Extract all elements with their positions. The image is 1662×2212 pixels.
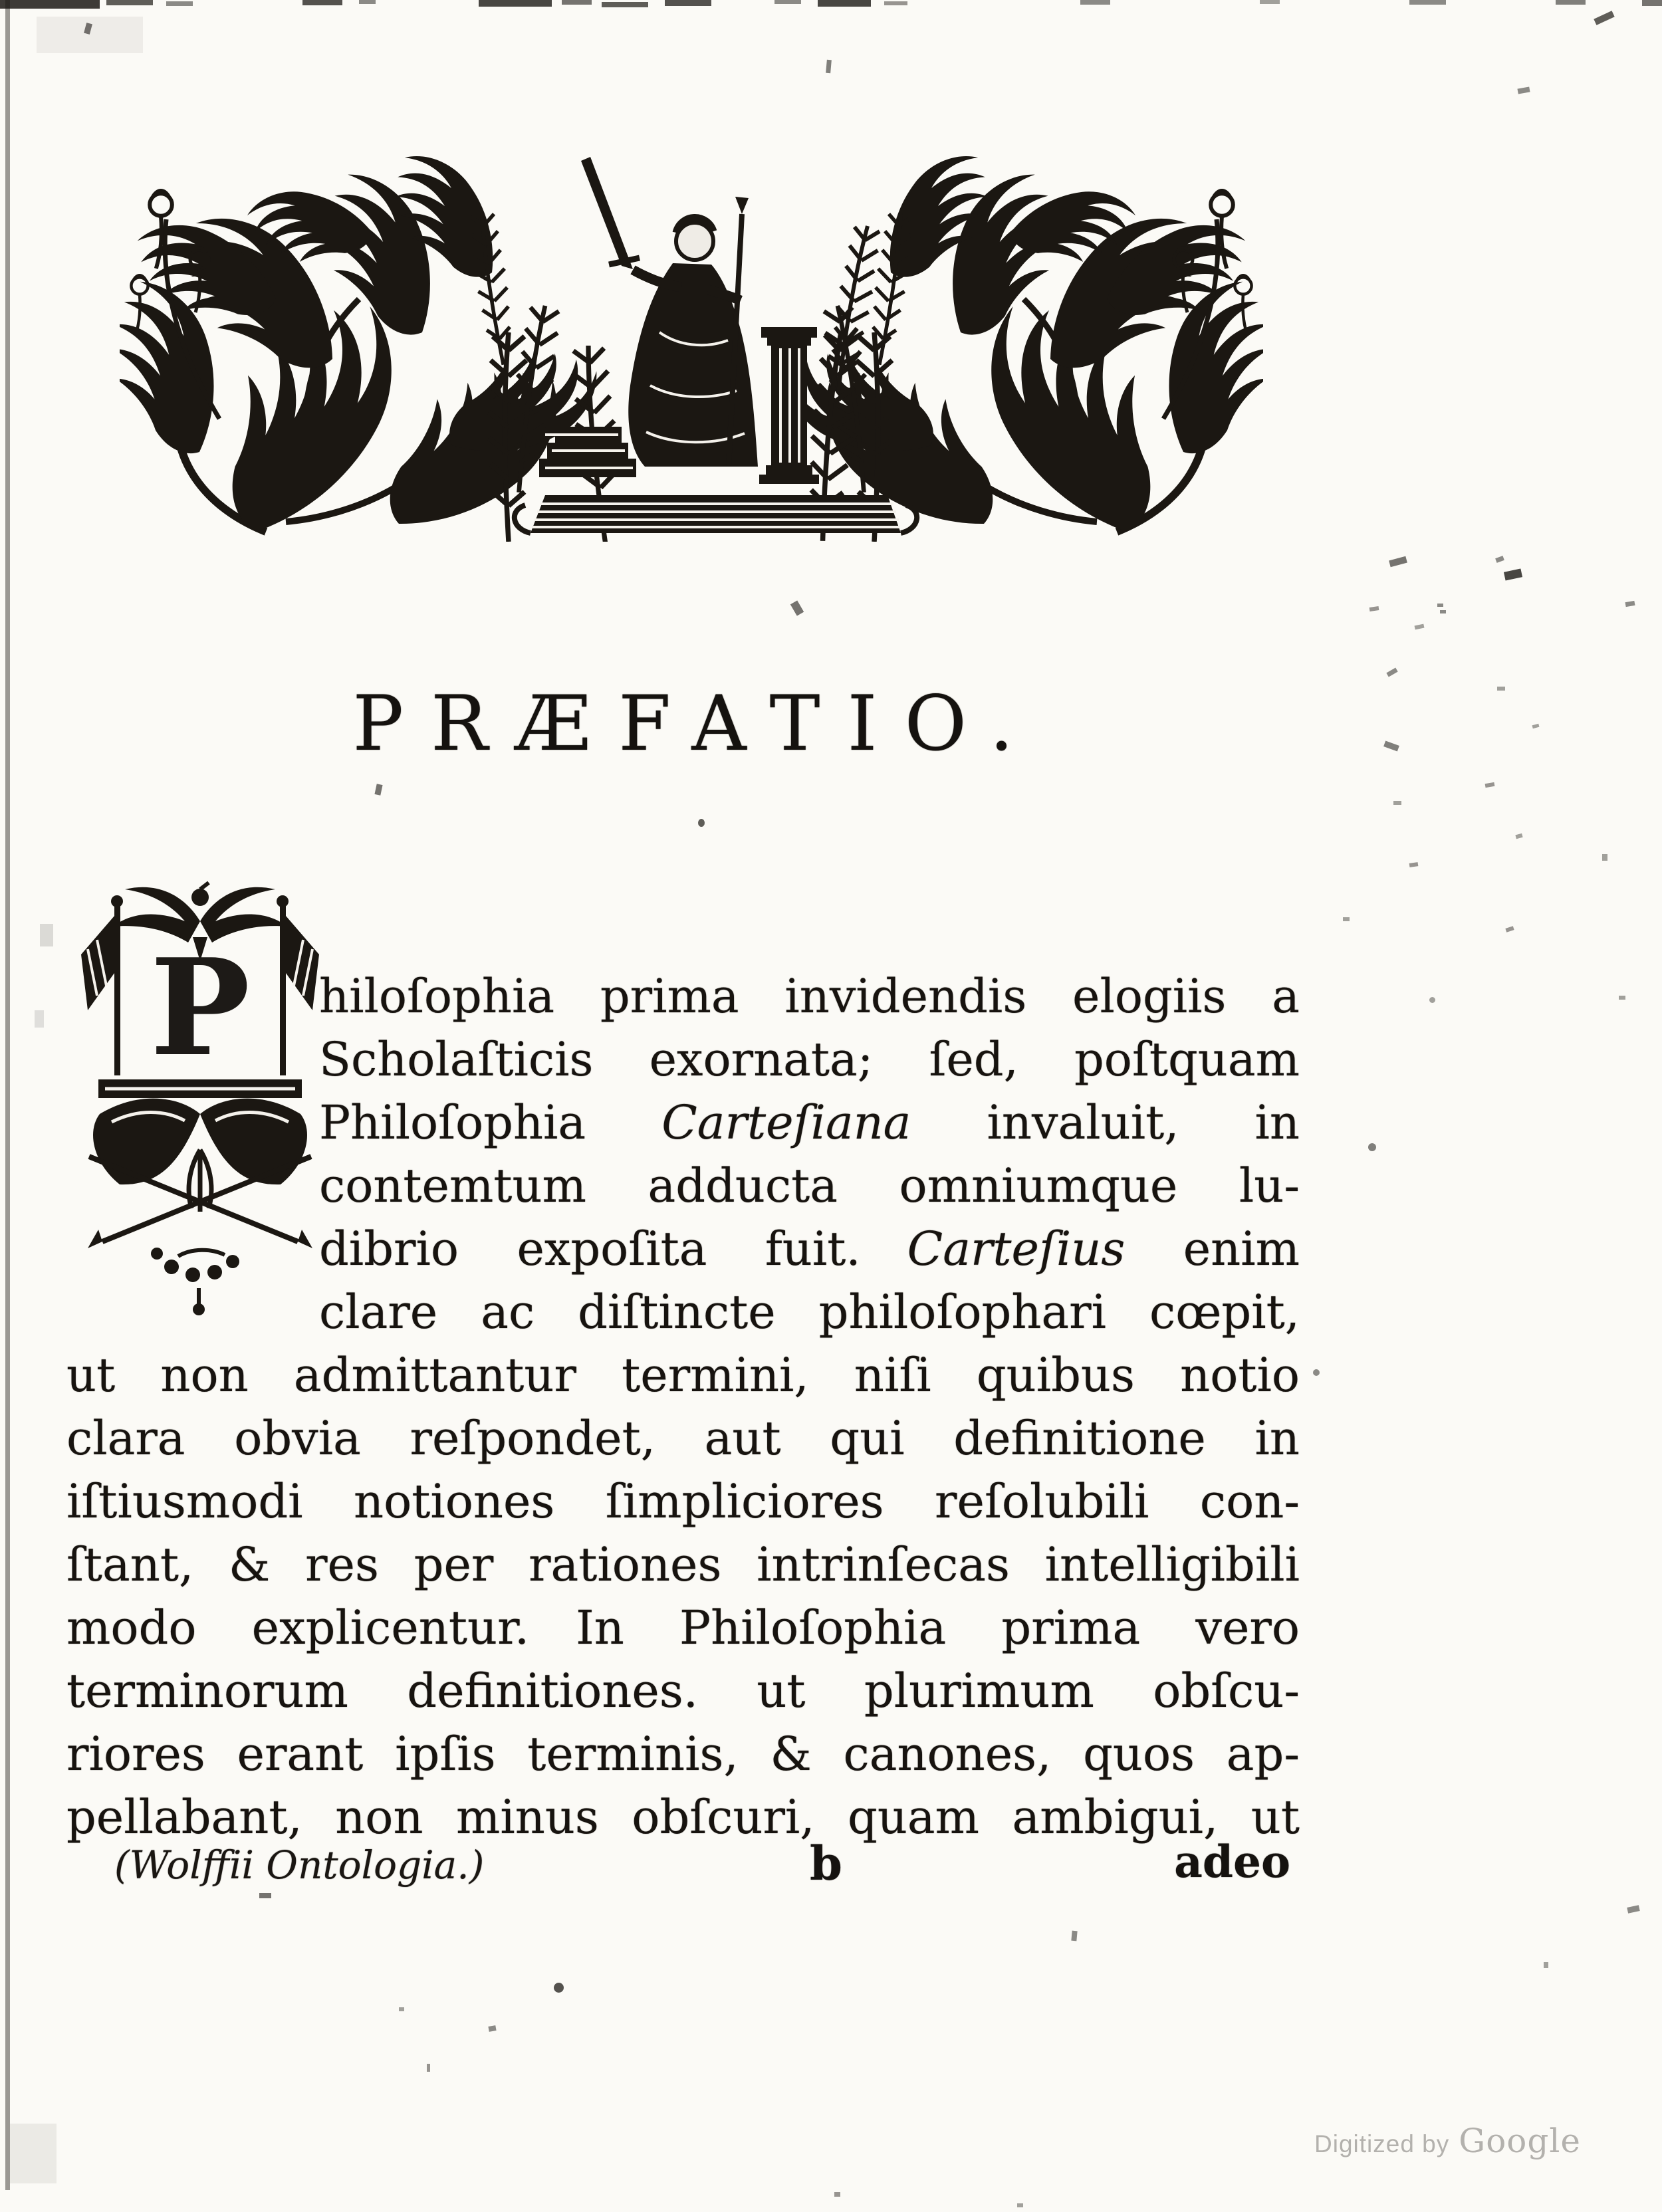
- ink-speck: [1504, 568, 1522, 580]
- ink-speck: [166, 1, 193, 6]
- ink-speck: [1409, 862, 1419, 867]
- ink-speck: [1389, 556, 1407, 567]
- scan-edge-line: [5, 0, 10, 2190]
- ink-speck: [1409, 0, 1446, 5]
- text-run: terminorum definitiones. ut plurimum obſcu-: [66, 1664, 1300, 1718]
- italic-word: Carteſiana: [661, 1095, 911, 1150]
- ink-speck: [1260, 0, 1280, 4]
- text-run: invaluit, in: [911, 1095, 1300, 1150]
- ink-speck: [427, 2064, 430, 2072]
- ink-speck: [1393, 801, 1401, 805]
- text-run: enim: [1125, 1222, 1300, 1276]
- text-run: clare ac diſtincte philoſophari cœpit,: [319, 1285, 1300, 1339]
- text-line: [66, 965, 1300, 1028]
- dropcap-letter: P: [150, 930, 251, 1086]
- text-run: Scholaſticis exornata; ſed, poſtquam: [319, 1032, 1300, 1087]
- ink-speck: [374, 784, 382, 796]
- ink-speck: [554, 1983, 564, 1993]
- text-run: ut non admittantur termini, niſi quibus notio: [66, 1348, 1300, 1402]
- ink-speck: [1532, 724, 1540, 728]
- ink-speck: [479, 0, 552, 7]
- ink-speck: [1080, 0, 1110, 5]
- ink-speck: [1017, 2203, 1023, 2207]
- ink-speck: [1383, 741, 1399, 752]
- ink-speck: [1343, 917, 1350, 921]
- ink-speck: [1429, 997, 1435, 1003]
- body-text: [66, 965, 1300, 1849]
- ink-speck: [698, 819, 705, 827]
- text-run: ſtant, & res per rationes intrinſecas intelligibili: [66, 1537, 1300, 1592]
- ink-speck: [488, 2025, 496, 2032]
- text-line: [66, 1533, 1300, 1597]
- ink-speck: [1627, 1905, 1639, 1914]
- ink-speck: [1619, 996, 1625, 1000]
- text-run: Philoſophia: [319, 1095, 662, 1150]
- google-logo-text: Google: [1459, 2122, 1581, 2160]
- headpiece-engraving: [120, 133, 1263, 542]
- text-run: hiloſophia prima invidendis elogiis a: [319, 969, 1300, 1024]
- ink-speck: [1625, 601, 1635, 607]
- text-line: [66, 1470, 1300, 1533]
- ink-speck: [1386, 667, 1397, 677]
- text-line: [66, 1281, 1300, 1344]
- ink-speck: [35, 1010, 44, 1028]
- ink-speck: [40, 924, 53, 946]
- ink-speck: [1369, 606, 1379, 611]
- ink-speck: [37, 17, 143, 53]
- ink-speck: [834, 2192, 840, 2197]
- ink-speck: [1556, 0, 1586, 5]
- ink-speck: [1071, 1931, 1077, 1941]
- ink-speck: [302, 0, 342, 5]
- text-line: [66, 1028, 1300, 1091]
- ink-speck: [1515, 833, 1522, 839]
- ink-speck: [359, 0, 376, 4]
- ink-speck: [1517, 86, 1530, 94]
- italic-word: Carteſius: [907, 1222, 1126, 1276]
- text-run: pellabant, non minus obſcuri, quam ambigui, ut: [66, 1790, 1300, 1844]
- text-run: clara obvia reſpondet, aut qui definitione in: [66, 1411, 1300, 1466]
- text-line: [66, 1660, 1300, 1723]
- catchword: adeo: [1174, 1836, 1290, 1888]
- text-line: [66, 1344, 1300, 1407]
- ink-speck: [1437, 604, 1443, 607]
- text-line: [66, 1407, 1300, 1470]
- ink-speck: [884, 1, 907, 5]
- ink-speck: [1642, 0, 1662, 6]
- page-title: PRÆFATIO.: [352, 679, 1041, 768]
- ink-speck: [665, 0, 711, 6]
- footnote-citation: (Wolffii Ontologia.): [114, 1842, 485, 1888]
- ink-speck: [0, 0, 100, 9]
- text-run: dibrio expoſita fuit.: [319, 1222, 907, 1276]
- ink-speck: [1505, 926, 1514, 932]
- text-line: [66, 1723, 1300, 1786]
- ink-speck: [106, 0, 153, 5]
- watermark-prefix: Digitized by: [1314, 2130, 1450, 2157]
- ink-speck: [10, 2124, 57, 2183]
- text-run: modo explicentur. In Philoſophia prima vero: [66, 1601, 1300, 1655]
- ink-speck: [1368, 1143, 1376, 1151]
- footer-line: [66, 1836, 1300, 1909]
- text-run: riores erant ipſis terminis, & canones, quos ap-: [66, 1727, 1300, 1781]
- text-run: contemtum adducta omniumque lu-: [319, 1159, 1300, 1213]
- text-run: iſtiusmodi notiones ſimpliciores reſolubili con-: [66, 1474, 1300, 1529]
- ink-speck: [1594, 11, 1614, 25]
- ink-speck: [1415, 624, 1425, 630]
- ink-speck: [1495, 556, 1504, 563]
- text-line: [66, 1155, 1300, 1218]
- ink-speck: [790, 600, 804, 615]
- ink-speck: [1440, 610, 1446, 613]
- text-line: [66, 1597, 1300, 1660]
- text-line: [66, 1091, 1300, 1155]
- ink-speck: [774, 0, 801, 4]
- ink-speck: [1497, 687, 1505, 691]
- ink-speck: [1544, 1962, 1548, 1968]
- ink-speck: [818, 0, 871, 7]
- ink-speck: [1313, 1369, 1320, 1376]
- digitized-by-google-watermark: [1314, 2122, 1581, 2160]
- ink-speck: [602, 2, 648, 7]
- ink-speck: [399, 2007, 404, 2011]
- ink-speck: [1485, 782, 1495, 788]
- ink-speck: [826, 60, 832, 74]
- ink-speck: [562, 0, 592, 5]
- ink-speck: [1602, 854, 1607, 861]
- signature-mark: b: [810, 1836, 842, 1891]
- text-line: [66, 1218, 1300, 1281]
